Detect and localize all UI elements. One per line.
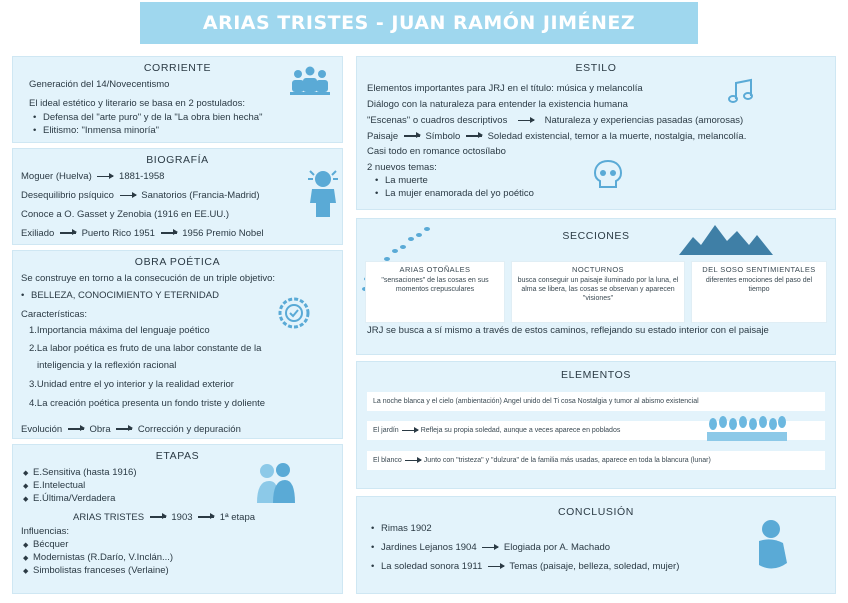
estilo-romance: Casi todo en romance octosílabo: [367, 146, 506, 158]
head-thought-icon: [306, 167, 340, 219]
obra-point: 2.La labor poética es fruto de una labor constante de la: [29, 343, 262, 355]
estilo-card: [356, 56, 836, 210]
couple-hug-icon: [253, 461, 299, 505]
arrow-icon: [482, 547, 498, 549]
etapas-card: [12, 444, 343, 594]
estilo-heading: ESTILO: [575, 62, 617, 74]
bio-place: Moguer (Huelva): [21, 171, 92, 183]
obra-card: [12, 250, 343, 439]
secciones-footer: JRJ se busca a sí mismo a través de estos caminos, reflejando su estado interior con el paisaje: [367, 325, 769, 336]
conclusion-card: [356, 496, 836, 594]
influencias-list: [23, 539, 334, 577]
award-badge-icon: [277, 297, 311, 333]
bio-row-health: [21, 190, 334, 203]
conclusion-soledad: La soledad sonora 1911: [381, 560, 483, 572]
bio-puerto-rico: Puerto Rico 1951: [81, 227, 155, 239]
arrow-icon: [466, 135, 482, 137]
arrow-icon: [198, 516, 214, 518]
arrow-icon: [97, 176, 113, 178]
obra-correccion: Corrección y depuración: [137, 423, 241, 435]
section-box-otonales: [365, 261, 505, 323]
secciones-heading: SECCIONES: [562, 230, 630, 242]
arrow-icon: [402, 430, 418, 432]
estilo-naturaleza: Naturaleza y experiencias pasadas (amorosas): [544, 114, 744, 126]
bio-years: 1881-1958: [119, 171, 165, 183]
elementos-card: [356, 361, 836, 489]
list-item: • Defensa del "arte puro" y de la "La obra bien hecha": [33, 112, 332, 125]
corriente-card: [12, 56, 343, 143]
garden-flowers-icon: [707, 414, 787, 442]
music-note-icon: [727, 77, 757, 107]
estilo-soledad: Soledad existencial, temor a la muerte, nostalgia, melancolía.: [487, 130, 747, 142]
biografia-heading: BIOGRAFÍA: [146, 154, 209, 166]
estilo-escenas-row: [367, 115, 825, 128]
bio-row-birth: [21, 171, 334, 184]
section-box-text: busca conseguir un paisaje iluminado por la luna, el alma se libera, las cosas se observan y aparecen "visiones": [517, 276, 679, 302]
list-item: ◆ E.Sensitiva (hasta 1916): [23, 467, 334, 480]
list-item: ◆ E.Intelectual: [23, 480, 334, 493]
estilo-line2: Diálogo con la naturaleza para entender la existencia humana: [367, 98, 628, 110]
corriente-heading: CORRIENTE: [143, 62, 212, 74]
obra-point: 4.La creación poética presenta un fondo triste y doliente: [29, 397, 266, 409]
conclusion-jardines: Jardines Lejanos 1904: [381, 541, 477, 553]
arrow-icon: [488, 566, 504, 568]
list-item: • Rimas 1902: [371, 523, 821, 536]
obra-heading: OBRA POÉTICA: [134, 256, 221, 268]
etapas-arias: ARIAS TRISTES: [73, 511, 145, 523]
arrow-icon: [120, 195, 136, 197]
conclusion-heading: CONCLUSIÓN: [557, 506, 634, 518]
bio-nobel: 1956 Premio Nobel: [182, 227, 264, 239]
bio-desequilibrio: Desequilibrio psíquico: [21, 189, 114, 201]
obra-point: 1.Importancia máxima del lenguaje poético: [29, 324, 210, 336]
page-title: ARIAS TRISTES - JUAN RAMÓN JIMÉNEZ: [202, 12, 636, 34]
obra-label: Obra: [89, 423, 111, 435]
obra-evolucion-row: [21, 424, 334, 437]
obra-points: [29, 325, 334, 411]
section-box-title: NOCTURNOS: [572, 265, 624, 274]
section-box-text: "sensaciones" de las cosas en sus momentos crepusculares: [381, 276, 489, 293]
section-box-title: ARIAS OTOÑALES: [399, 265, 471, 274]
etapas-arias-row: [73, 512, 334, 525]
elementos-row: [367, 392, 825, 411]
obra-evolucion: Evolución: [21, 423, 63, 435]
obra-intro: Se construye en torno a la consecución de un triple objetivo:: [21, 273, 276, 285]
list-item: ◆ Simbolistas franceses (Verlaine): [23, 565, 334, 578]
arrow-icon: [150, 516, 166, 518]
estilo-line1: Elementos importantes para JRJ en el título: música y melancolía: [367, 83, 643, 95]
estilo-temas: 2 nuevos temas:: [367, 162, 437, 174]
arrow-icon: [518, 120, 534, 122]
obra-point: inteligencia y la reflexión racional: [37, 360, 177, 372]
elementos-row-text: Refleja su propia soledad, aunque a veces aparece en poblados: [420, 426, 621, 434]
estilo-simbolo: Símbolo: [425, 130, 461, 142]
mountains-icon: [679, 221, 773, 257]
list-item: ◆ Modernistas (R.Darío, V.Inclán...): [23, 552, 334, 565]
arrow-icon: [161, 232, 177, 234]
arrow-icon: [60, 232, 76, 234]
arrow-icon: [405, 460, 421, 462]
list-item: ◆ E.Última/Verdadera: [23, 493, 334, 506]
arrow-icon: [404, 135, 420, 137]
list-item: • La mujer enamorada del yo poético: [375, 188, 825, 201]
sad-person-icon: [753, 517, 793, 573]
list-item: • La muerte: [375, 175, 825, 188]
bio-exiliado: Exiliado: [21, 227, 55, 239]
skull-icon: [593, 159, 623, 191]
etapas-etapa: 1ª etapa: [219, 511, 256, 523]
arrow-icon: [68, 428, 84, 430]
corriente-line1: Generación del 14/Novecentismo: [29, 79, 170, 91]
elementos-row-label: El blanco: [373, 456, 402, 464]
obra-point: 3.Unidad entre el yo interior y la realidad exterior: [29, 379, 234, 391]
elementos-row: [367, 451, 825, 470]
list-item: ◆ Bécquer: [23, 539, 334, 552]
elementos-row-text: La noche blanca y el cielo (ambientación) Angel unido del Ti cosa Nostalgia y tumor al abismo existencial: [373, 397, 699, 405]
group-people-icon: [288, 63, 332, 97]
list-item: • BELLEZA, CONOCIMIENTO Y ETERNIDAD: [21, 290, 334, 303]
corriente-list: [33, 112, 332, 138]
etapas-influencias: Influencias:: [21, 526, 70, 538]
list-item: • Elitismo: "Inmensa minoría": [33, 125, 332, 138]
section-box-text: diferentes emociones del paso del tiempo: [705, 276, 813, 293]
bio-sanatorios: Sanatorios (Francia-Madrid): [141, 189, 260, 201]
etapas-heading: ETAPAS: [155, 450, 200, 462]
estilo-paisaje: Paisaje: [367, 130, 399, 142]
elementos-heading: ELEMENTOS: [561, 369, 631, 381]
elementos-row-label: El jardín: [373, 426, 399, 434]
section-box-nocturnos: [511, 261, 685, 323]
corriente-line2: El ideal estético y literario se basa en 2 postulados:: [29, 97, 245, 109]
estilo-paisaje-row: [367, 131, 825, 144]
bio-row-exile: [21, 228, 334, 241]
conclusion-temas: Temas (paisaje, belleza, soledad, mujer): [509, 560, 680, 572]
elementos-row-text: Junto con "tristeza" y "dulzura" de la familia más usadas, aparece en toda la blancura (lunar): [423, 456, 711, 464]
section-box-sentimentales: [691, 261, 827, 323]
estilo-escenas: "Escenas" o cuadros descriptivos: [367, 114, 508, 126]
biografia-card: [12, 148, 343, 245]
etapas-year: 1903: [171, 511, 193, 523]
arrow-icon: [116, 428, 132, 430]
bio-conoce: Conoce a O. Gasset y Zenobia (1916 en EE.UU.): [21, 208, 230, 220]
section-box-title: DEL SOSO SENTIMIENTALES: [702, 265, 816, 274]
obra-caracteristicas: Características:: [21, 308, 87, 320]
title-banner: [140, 2, 698, 44]
conclusion-elogiada: Elogiada por A. Machado: [503, 541, 611, 553]
secciones-card: [356, 218, 836, 355]
